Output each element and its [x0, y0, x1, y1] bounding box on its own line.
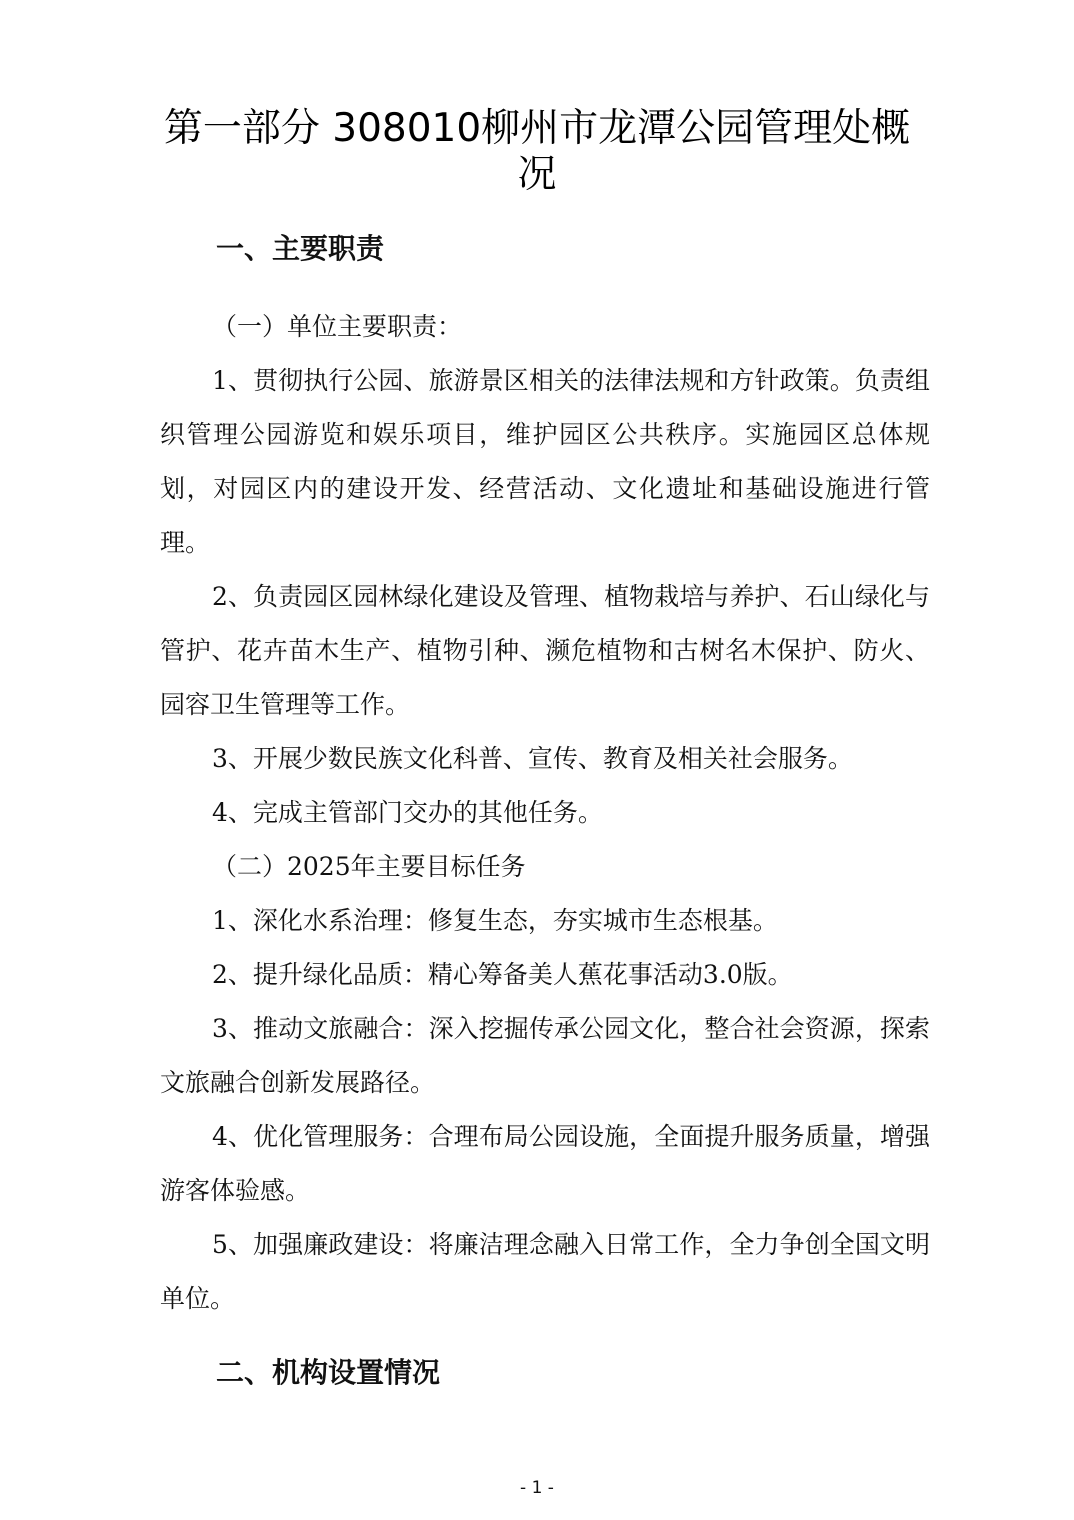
page-title: 第一部分 308010柳州市龙潭公园管理处概况 [163, 106, 911, 197]
subsection-heading-unit-duties: （一）单位主要职责： [212, 312, 463, 341]
section-heading-org-structure: 二、机构设置情况 [216, 1356, 441, 1389]
page-number: - 1 - [520, 1478, 554, 1498]
duty-item-1: 1、贯彻执行公园、旅游景区相关的法律法规和方针政策。负责组织管理公园游览和娱乐项目，维护园区公共秩序。实施园区总体规划，对园区内的建设开发、经营活动、文化遗址和基础设施进行管理。 [160, 366, 930, 557]
duty-item-3: 3、开展少数民族文化科普、宣传、教育及相关社会服务。 [212, 744, 853, 773]
section-heading-main-duties: 一、主要职责 [216, 232, 385, 265]
duty-item-2: 2、负责园区园林绿化建设及管理、植物栽培与养护、石山绿化与管护、花卉苗木生产、植物引种、濒危植物和古树名木保护、防火、园容卫生管理等工作。 [160, 582, 930, 719]
goal-item-3: 3、推动文旅融合：深入挖掘传承公园文化，整合社会资源，探索文旅融合创新发展路径。 [160, 1014, 930, 1097]
subsection-heading-2025-goals: （二）2025年主要目标任务 [212, 852, 526, 881]
goal-item-2: 2、提升绿化品质：精心筹备美人蕉花事活动3.0版。 [212, 960, 793, 989]
goal-item-4: 4、优化管理服务：合理布局公园设施，全面提升服务质量，增强游客体验感。 [160, 1122, 930, 1205]
goal-item-5: 5、加强廉政建设：将廉洁理念融入日常工作，全力争创全国文明单位。 [160, 1230, 930, 1313]
duty-item-4: 4、完成主管部门交办的其他任务。 [212, 798, 603, 827]
goal-item-1: 1、深化水系治理：修复生态，夯实城市生态根基。 [212, 906, 778, 935]
